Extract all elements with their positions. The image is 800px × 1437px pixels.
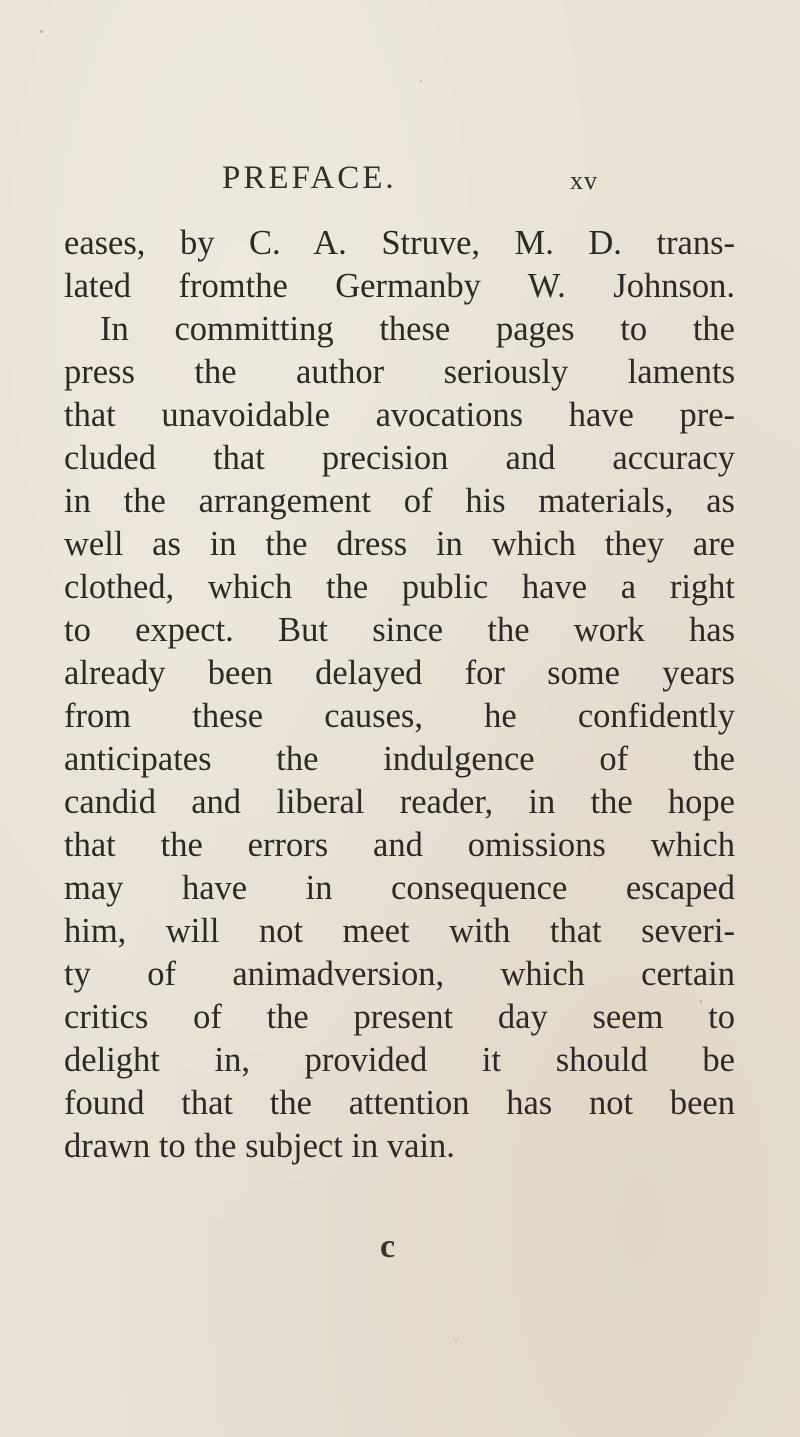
text-line: lated fromthe Germanby W. Johnson. <box>64 267 735 305</box>
signature-mark: c <box>380 1228 396 1265</box>
text-line: In committing these pages to the <box>100 310 735 348</box>
text-line: him, will not meet with that severi- <box>64 912 735 950</box>
text-line: candid and liberal reader, in the hope <box>64 783 735 821</box>
text-line: clothed, which the public have a right <box>64 568 735 606</box>
paper-speck <box>455 1340 457 1342</box>
paper-speck <box>420 80 422 82</box>
text-line: ty of animadversion, which certain <box>64 955 735 993</box>
running-title: PREFACE. <box>222 160 397 196</box>
text-line: in the arrangement of his materials, as <box>64 482 735 520</box>
text-line: cluded that precision and accuracy <box>64 439 735 477</box>
text-line: well as in the dress in which they are <box>64 525 735 563</box>
text-line: delight in, provided it should be <box>64 1041 735 1079</box>
text-line: press the author seriously laments <box>64 353 735 391</box>
text-line: may have in consequence escaped <box>64 869 735 907</box>
text-line: anticipates the indulgence of the <box>64 740 735 778</box>
text-line: to expect. But since the work has <box>64 611 735 649</box>
text-line: drawn to the subject in vain. <box>64 1127 455 1165</box>
running-head <box>0 160 800 200</box>
text-line: that the errors and omissions which <box>64 826 735 864</box>
text-line: already been delayed for some years <box>64 654 735 692</box>
page-number: xv <box>570 166 598 195</box>
text-line: that unavoidable avocations have pre- <box>64 396 735 434</box>
paper-speck <box>40 30 43 33</box>
text-line: critics of the present day seem to <box>64 998 735 1036</box>
text-line: found that the attention has not been <box>64 1084 735 1122</box>
text-line: from these causes, he confidently <box>64 697 735 735</box>
text-line: eases, by C. A. Struve, M. D. trans- <box>64 224 735 262</box>
